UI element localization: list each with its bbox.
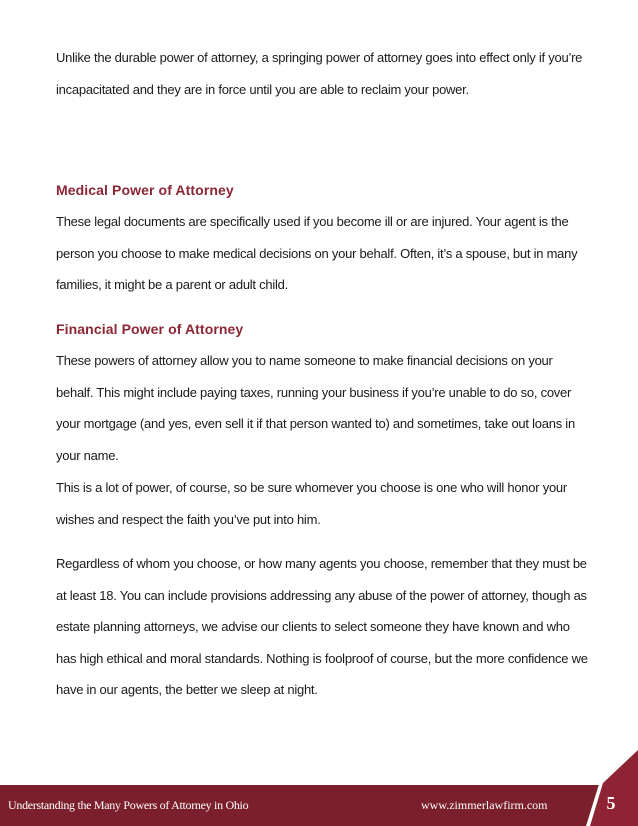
footer-document-title: Understanding the Many Powers of Attorney in Ohio <box>8 798 249 812</box>
page-number: 5 <box>606 793 616 813</box>
medical-heading: Medical Power of Attorney <box>56 182 234 198</box>
financial-paragraph: These powers of attorney allow you to name someone to make financial decisions on your behalf. This might include paying taxes, running your business if you’re unable to do so, cover your mortgage (and yes, even sell it if that person wanted to) and sometimes, take out loans in your name. <box>56 353 575 463</box>
power-note-paragraph: This is a lot of power, of course, so be sure whomever you choose is one who will honor your wishes and respect the faith you’ve put into him. <box>56 480 567 527</box>
medical-paragraph: These legal documents are specifically used if you become ill or are injured. Your agent is the person you choose to make medical decisions on your behalf. Often, it’s a spouse, but in many families, it might be a parent or adult child. <box>56 214 578 292</box>
footer-website: www.zimmerlawfirm.com <box>421 798 548 812</box>
regardless-paragraph: Regardless of whom you choose, or how many agents you choose, remember that they must be at least 18. You can include provisions addressing any abuse of the power of attorney, though as estate planning attorneys, we advise our clients to select someone they have known and who has high ethical and moral standards. Nothing is foolproof of course, but the more confidence we have in our agents, the better we sleep at night. <box>56 556 588 697</box>
springing-paragraph: Unlike the durable power of attorney, a springing power of attorney goes into effect only if you’re incapacitated and they are in force until you are able to reclaim your power. <box>56 50 583 97</box>
financial-heading: Financial Power of Attorney <box>56 321 244 337</box>
